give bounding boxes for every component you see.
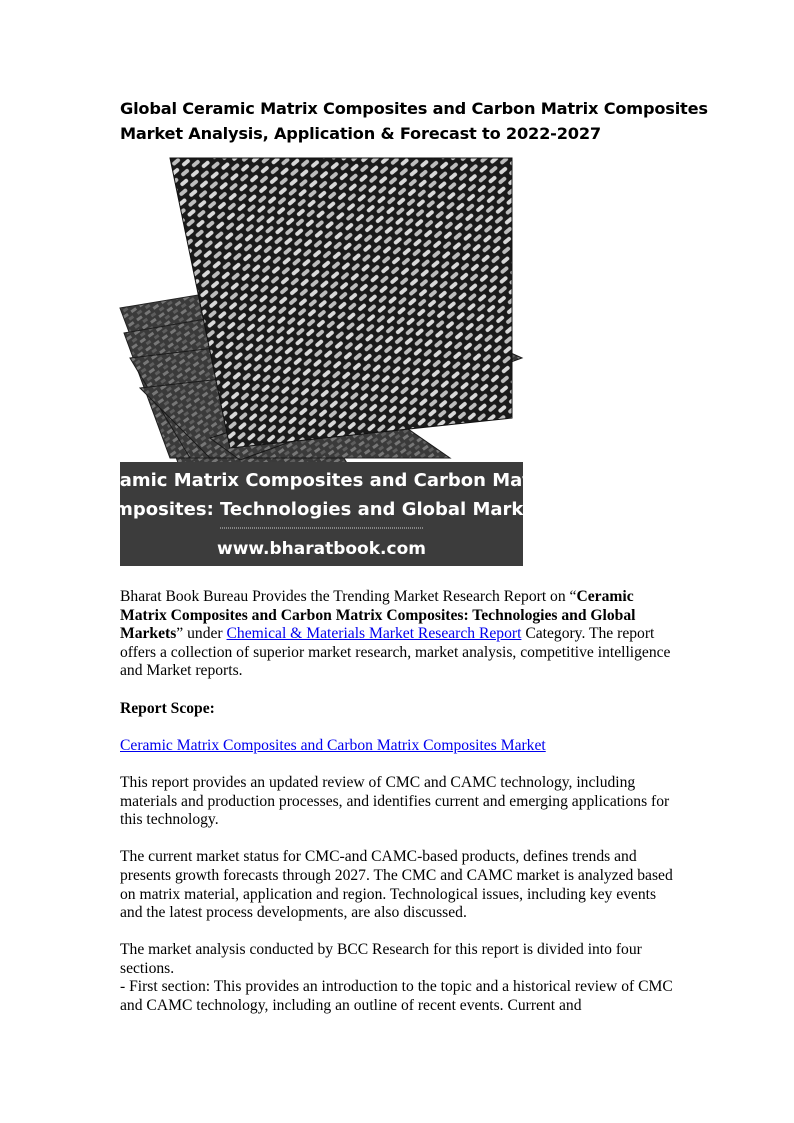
banner-url: www.bharatbook.com: [217, 539, 426, 559]
banner-line-1: Ceramic Matrix Composites and Carbon Matrix: [85, 470, 558, 491]
banner-line-2: Composites: Technologies and Global Markets: [88, 499, 555, 520]
scope-paragraph-4: - First section: This provides an introduction to the topic and a historical review of CMC and CAMC technology, including an outline of recent events. Current and: [120, 978, 673, 1015]
scope-paragraph-1: This report provides an updated review of CMC and CAMC technology, including materials and production processes, and identifies current and emerging applications for this technology.: [120, 773, 670, 829]
intro-text-mid: ” under: [176, 625, 227, 643]
title-line-1: Global Ceramic Matrix Composites and Carbon Matrix Composites: [120, 99, 708, 118]
title-line-2: Market Analysis, Application & Forecast to 2022-2027: [120, 124, 601, 143]
report-scope-heading-text: Report Scope:: [120, 699, 215, 717]
market-link-paragraph: [120, 737, 680, 756]
report-cover-image: [85, 158, 558, 566]
intro-paragraph: [120, 588, 680, 681]
report-body: [120, 588, 680, 1016]
intro-text-after: Category. The report offers a collection of superior market research, market analysis, competitive intelligence and Market reports.: [120, 625, 671, 680]
scope-paragraph-2: The current market status for CMC-and CAMC-based products, defines trends and presents growth forecasts through 2027. The CMC and CAMC market is analyzed based on matrix material, application and region. Technological issues, including key events and the latest process developments, are also discussed.: [120, 848, 673, 922]
carbon-sheets-illustration: [120, 158, 522, 468]
intro-text-before: Bharat Book Bureau Provides the Trending Market Research Report on “: [120, 588, 577, 605]
page-title: [120, 96, 708, 146]
category-link[interactable]: Chemical & Materials Market Research Report: [226, 625, 522, 643]
report-scope-heading: [120, 700, 680, 719]
scope-paragraph-3: The market analysis conducted by BCC Research for this report is divided into four sections.: [120, 941, 642, 977]
report-title-bold: Ceramic Matrix Composites and Carbon Matrix Composites: Technologies and Global Markets: [120, 588, 636, 643]
market-link[interactable]: Ceramic Matrix Composites and Carbon Matrix Composites Market: [120, 736, 546, 754]
